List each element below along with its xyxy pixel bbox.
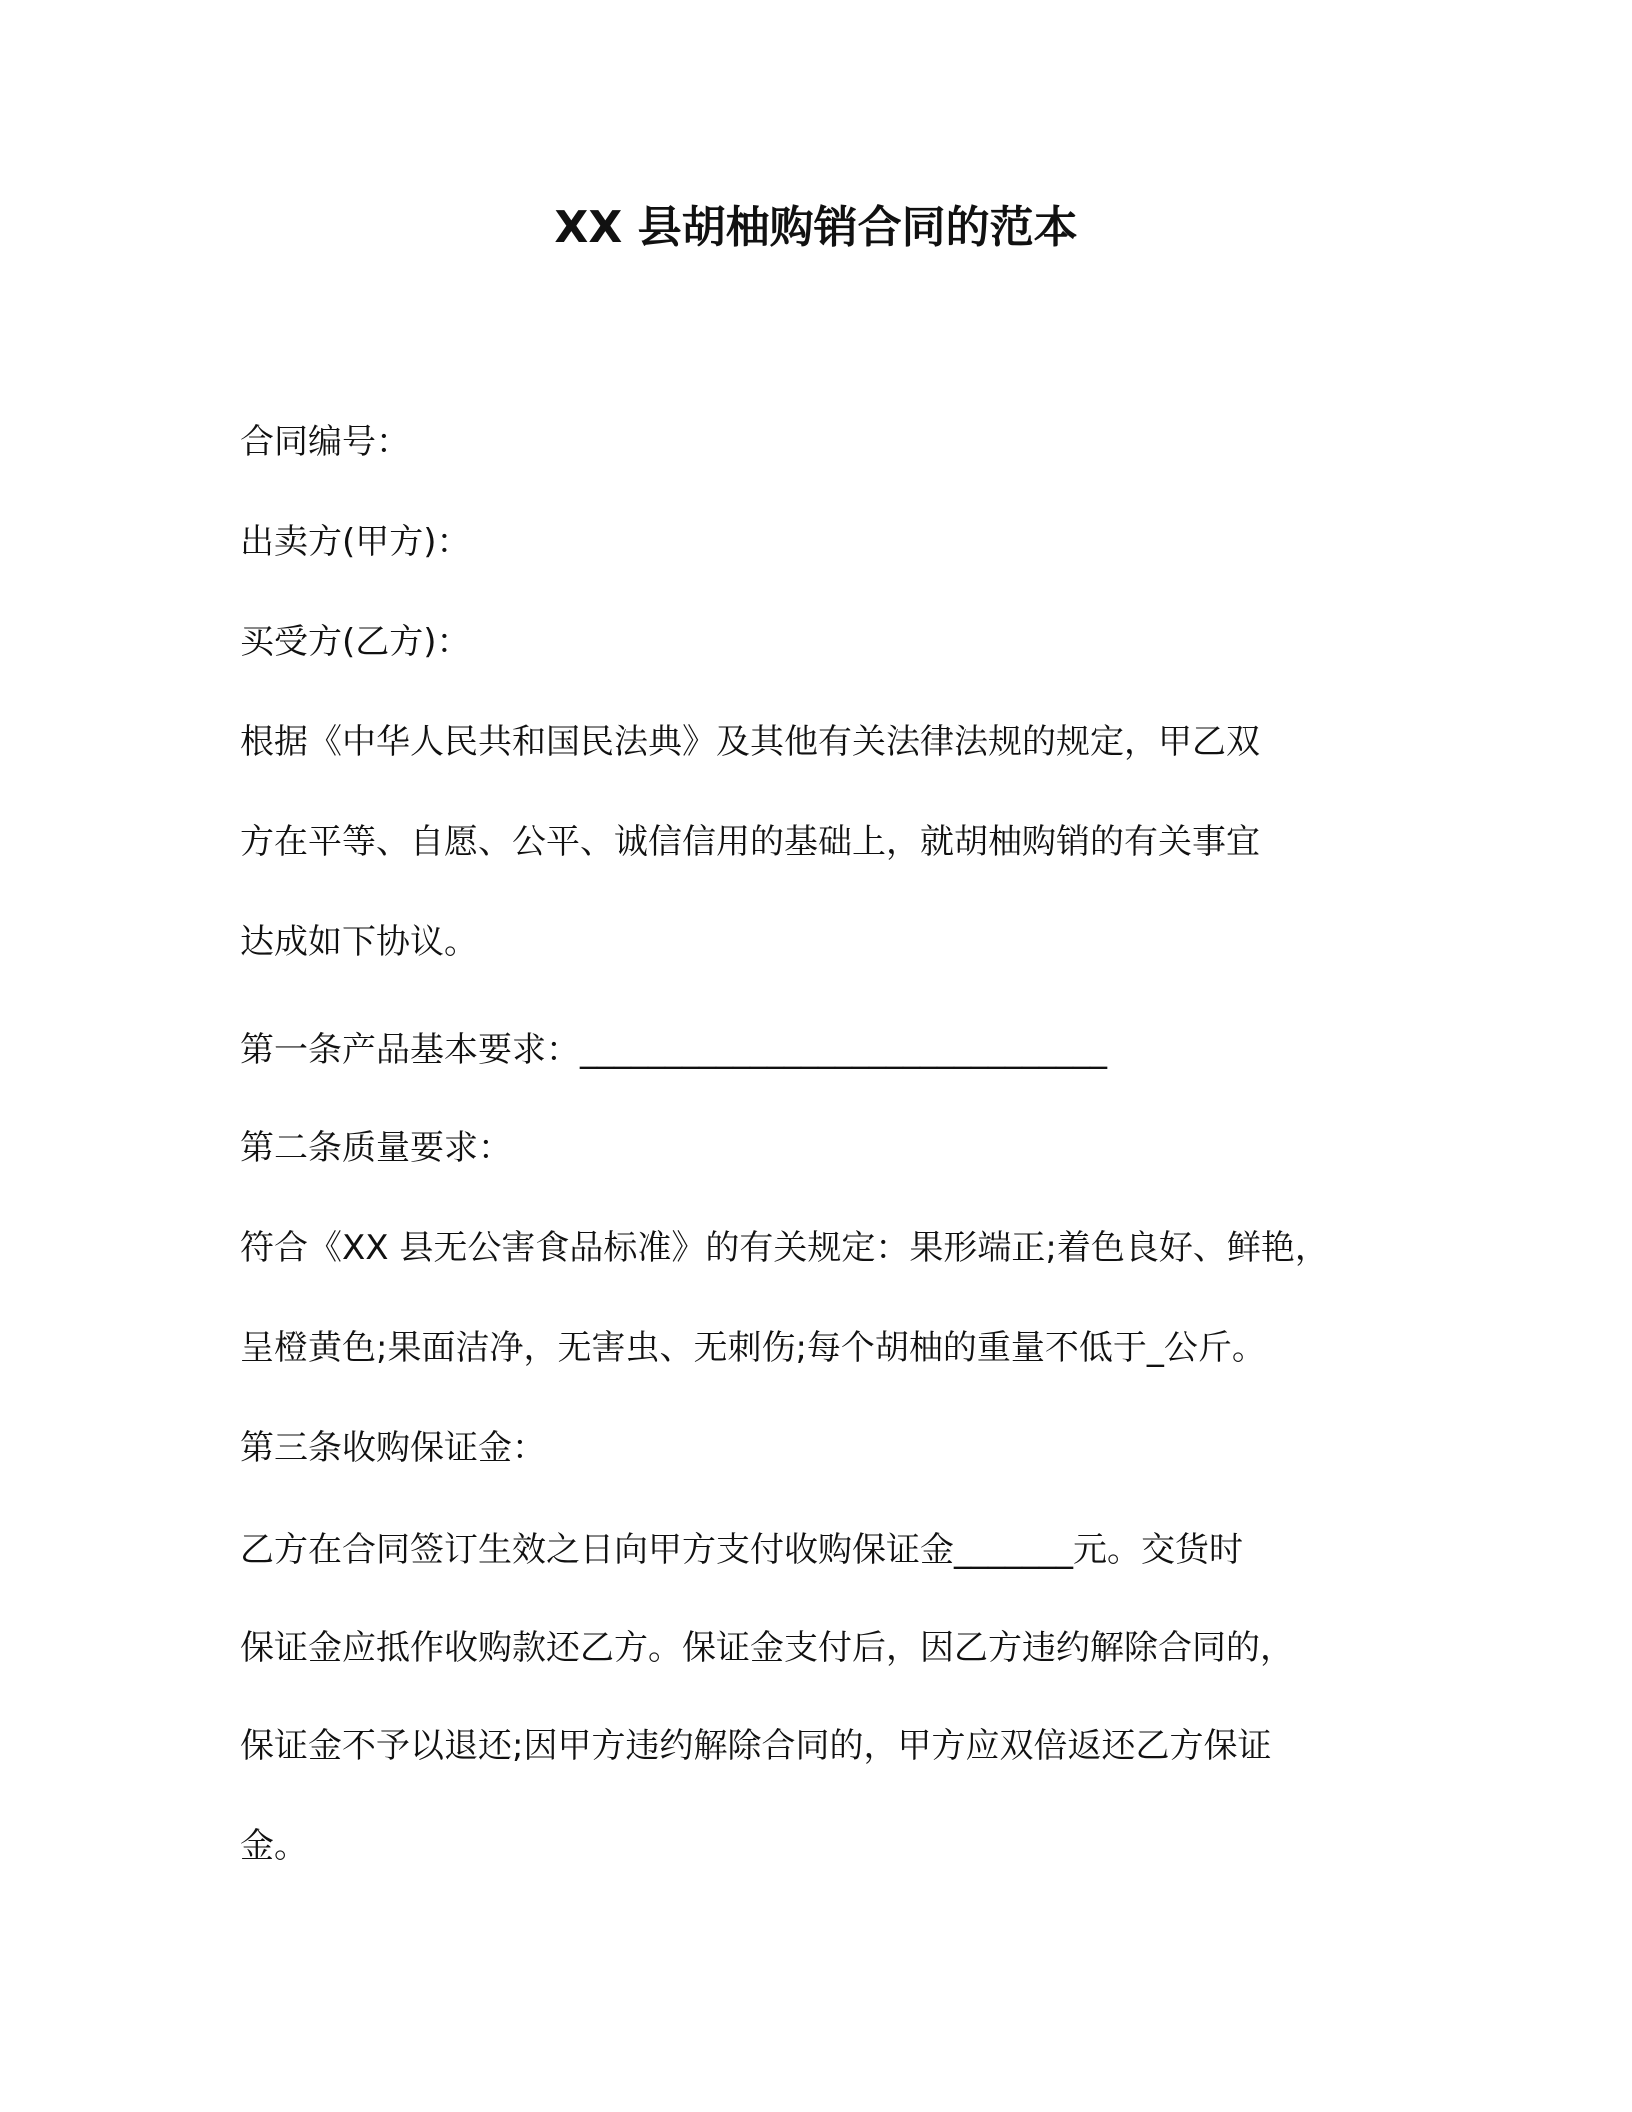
- contract-number-field: 合同编号：: [240, 422, 410, 462]
- article3-line: 金。: [240, 1826, 308, 1866]
- document-title: XX 县胡柚购销合同的范本: [554, 202, 1078, 253]
- article3-line: 保证金应抵作收购款还乙方。保证金支付后，因乙方违约解除合同的，: [240, 1628, 1294, 1668]
- buyer-field: 买受方(乙方)：: [240, 622, 471, 662]
- article1-heading: 第一条产品基本要求：_______________________________: [240, 1030, 1107, 1070]
- article3-line: 乙方在合同签订生效之日向甲方支付收购保证金_______元。交货时: [240, 1530, 1243, 1570]
- article3-heading: 第三条收购保证金：: [240, 1428, 546, 1468]
- preamble-line: 根据《中华人民共和国民法典》及其他有关法律法规的规定，甲乙双: [240, 722, 1260, 762]
- preamble-line: 方在平等、自愿、公平、诚信信用的基础上，就胡柚购销的有关事宜: [240, 822, 1260, 862]
- article3-line: 保证金不予以退还;因甲方违约解除合同的，甲方应双倍返还乙方保证: [240, 1726, 1272, 1766]
- preamble-line: 达成如下协议。: [240, 922, 478, 962]
- article2-line: 符合《XX 县无公害食品标准》的有关规定：果形端正;着色良好、鲜艳，: [240, 1228, 1329, 1268]
- seller-field: 出卖方(甲方)：: [240, 522, 471, 562]
- article2-line: 呈橙黄色;果面洁净，无害虫、无刺伤;每个胡柚的重量不低于_公斤。: [240, 1328, 1266, 1368]
- article2-heading: 第二条质量要求：: [240, 1128, 512, 1168]
